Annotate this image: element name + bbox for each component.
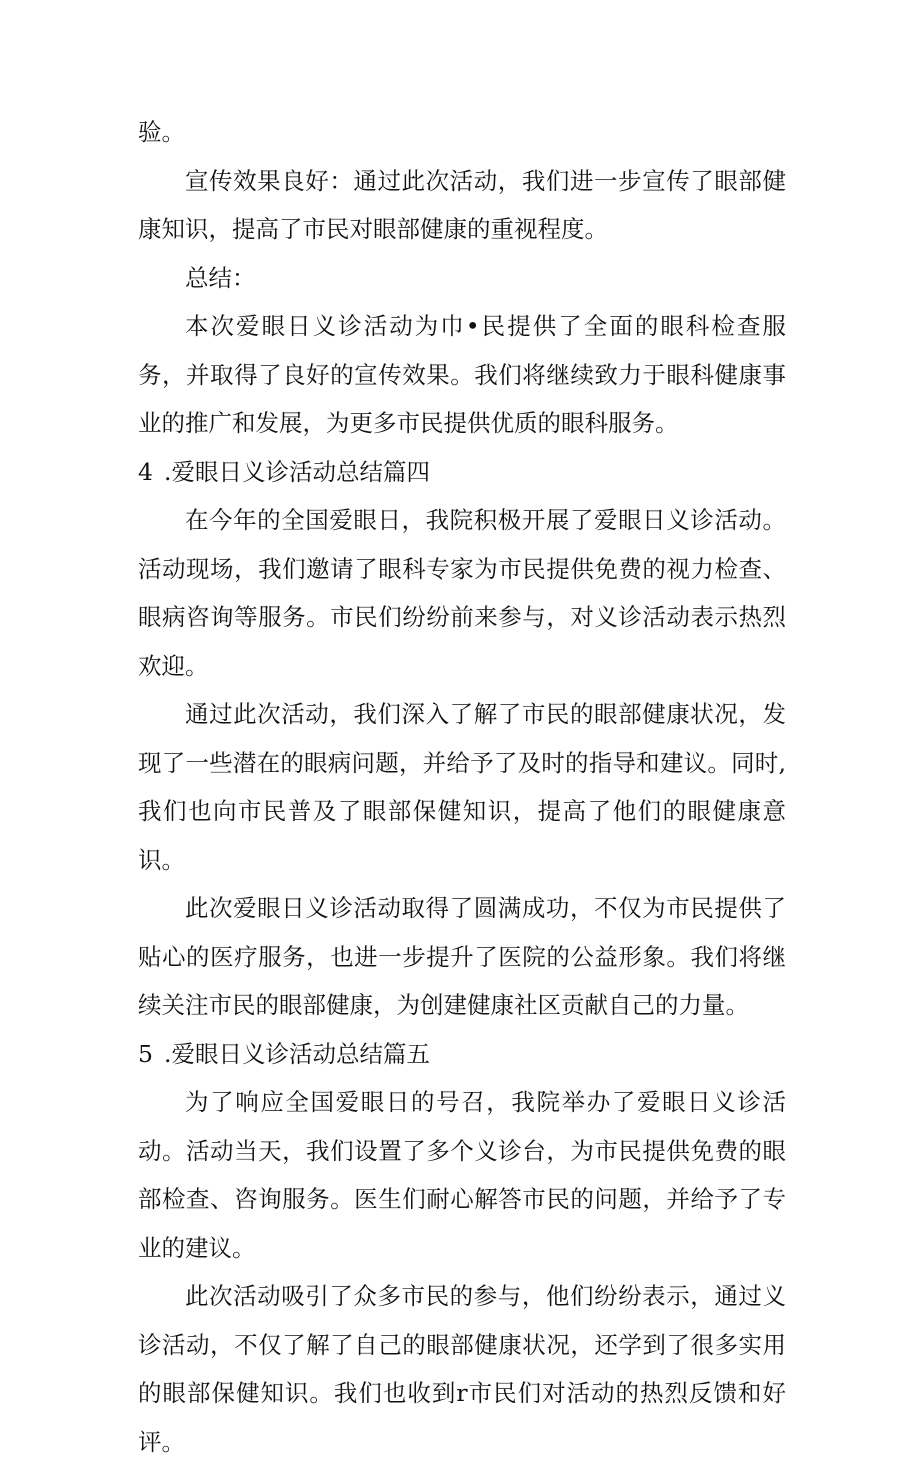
paragraph: 在今年的全国爱眼日，我院积极开展了爱眼日义诊活动。活动现场，我们邀请了眼科专家为市民提供免费的视力检查、眼病咨询等服务。市民们纷纷前来参与，对义诊活动表示热烈欢迎。: [138, 506, 786, 680]
paragraph: 此次活动吸引了众多市民的参与，他们纷纷表示，通过义诊活动，不仅了解了自己的眼部健康状况，还学到了很多实用的眼部保健知识。我们也收到r市民们对活动的热烈反馈和好评。: [138, 1282, 786, 1456]
paragraph-summary: 本次爱眼日义诊活动为巾•民提供了全面的眼科检查服务，并取得了良好的宣传效果。我们将继续致力于眼科健康事业的推广和发展，为更多市民提供优质的眼科服务。: [138, 312, 786, 437]
section-title: .爱眼日义诊活动总结篇五: [164, 1039, 430, 1068]
section-number: 4: [138, 457, 153, 486]
paragraph: 通过此次活动，我们深入了解了市民的眼部健康状况，发现了一些潜在的眼病问题，并给予了及时的指导和建议。同时,我们也向市民普及了眼部保健知识，提高了他们的眼健康意识。: [138, 700, 786, 874]
paragraph: 此次爱眼日义诊活动取得了圆满成功，不仅为市民提供了贴心的医疗服务，也进一步提升了医院的公益形象。我们将继续关注市民的眼部健康，为创建健康社区贡献自己的力量。: [138, 894, 786, 1019]
paragraph-publicity-effect: 宣传效果良好：通过此次活动，我们进一步宣传了眼部健康知识，提高了市民对眼部健康的重视程度。: [138, 166, 786, 243]
section-title: .爱眼日义诊活动总结篇四: [164, 457, 430, 486]
section-number: 5: [138, 1039, 153, 1068]
summary-label: 总结：: [185, 263, 256, 292]
section-heading-4: [138, 448, 786, 497]
paragraph: 为了响应全国爱眼日的号召，我院举办了爱眼日义诊活动。活动当天，我们设置了多个义诊台，为市民提供免费的眼部检查、咨询服务。医生们耐心解答市民的问题，并给予了专业的建议。: [138, 1088, 786, 1262]
section-heading-5: [138, 1030, 786, 1079]
continuation-text: 验。: [138, 118, 185, 146]
document-page: [138, 108, 786, 1466]
